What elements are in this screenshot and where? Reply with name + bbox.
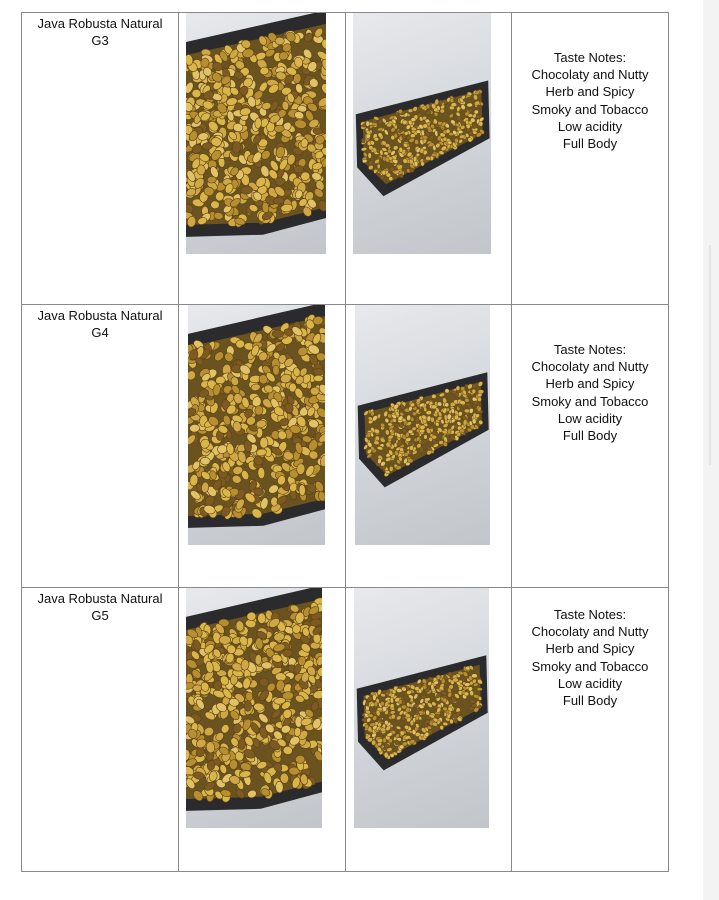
overview-photo-cell xyxy=(346,13,512,305)
product-name: Java Robusta Natural G5 xyxy=(37,591,163,623)
page-edge-shadow xyxy=(703,0,719,900)
table-row xyxy=(22,305,669,588)
green-coffee-beans-closeup-photo xyxy=(186,13,326,254)
taste-note: Smoky and Tobacco xyxy=(531,658,649,674)
closeup-photo-cell xyxy=(179,305,346,588)
taste-note: Low acidity xyxy=(557,118,623,134)
taste-notes-cell xyxy=(512,13,669,305)
taste-note: Full Body xyxy=(562,693,618,709)
closeup-photo-cell xyxy=(179,588,346,872)
taste-notes-heading: Taste Notes: xyxy=(553,607,627,622)
closeup-photo-cell xyxy=(179,13,346,305)
taste-note: Full Body xyxy=(562,136,618,152)
overview-photo-cell xyxy=(346,305,512,588)
taste-note: Herb and Spicy xyxy=(545,84,635,100)
taste-note: Chocolaty and Nutty xyxy=(531,67,649,83)
product-name: Java Robusta Natural G3 xyxy=(37,16,163,48)
taste-note: Chocolaty and Nutty xyxy=(531,359,649,375)
green-coffee-beans-overview-photo xyxy=(355,305,490,545)
taste-notes xyxy=(512,13,668,152)
product-name-cell xyxy=(22,588,179,872)
taste-note: Herb and Spicy xyxy=(545,641,635,657)
taste-note: Low acidity xyxy=(557,410,623,426)
taste-notes-heading: Taste Notes: xyxy=(553,342,627,357)
taste-note: Full Body xyxy=(562,428,618,444)
table-row xyxy=(22,13,669,305)
overview-photo-cell xyxy=(346,588,512,872)
page-edge-mark xyxy=(709,245,711,465)
coffee-product-table xyxy=(21,12,669,872)
taste-notes xyxy=(512,588,668,709)
product-name-cell xyxy=(22,305,179,588)
taste-note: Herb and Spicy xyxy=(545,376,635,392)
taste-notes xyxy=(512,305,668,444)
green-coffee-beans-overview-photo xyxy=(353,13,491,254)
table-row xyxy=(22,588,669,872)
taste-note: Chocolaty and Nutty xyxy=(531,624,649,640)
product-name-cell xyxy=(22,13,179,305)
taste-note: Low acidity xyxy=(557,675,623,691)
taste-notes-cell xyxy=(512,305,669,588)
taste-notes-cell xyxy=(512,588,669,872)
green-coffee-beans-overview-photo xyxy=(354,588,489,828)
green-coffee-beans-closeup-photo xyxy=(186,588,322,828)
taste-note: Smoky and Tobacco xyxy=(531,101,649,117)
green-coffee-beans-closeup-photo xyxy=(188,305,325,545)
product-name: Java Robusta Natural G4 xyxy=(37,308,163,340)
taste-notes-heading: Taste Notes: xyxy=(553,50,627,65)
taste-note: Smoky and Tobacco xyxy=(531,393,649,409)
